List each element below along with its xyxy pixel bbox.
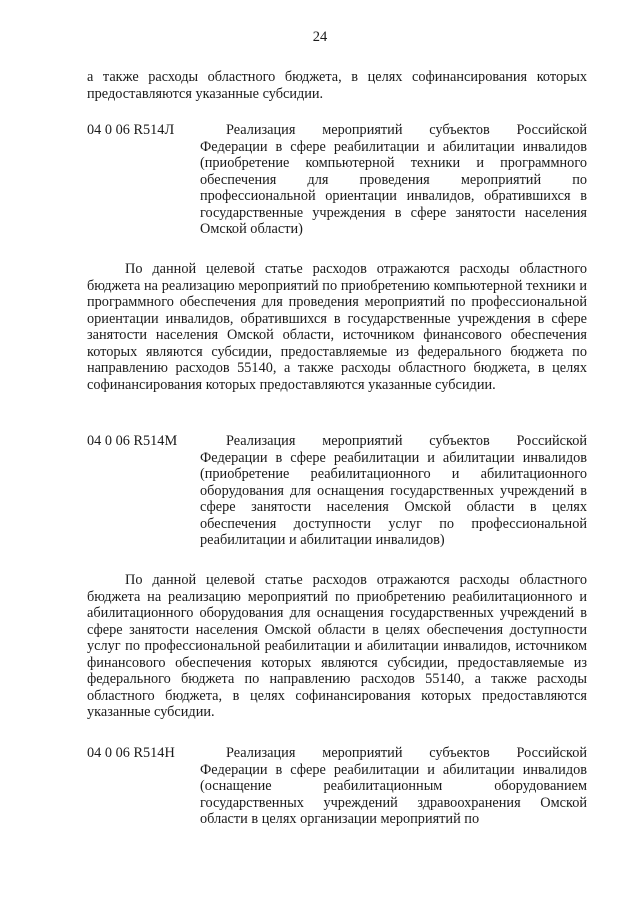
- page-number: 24: [312, 29, 328, 45]
- budget-code: 04 0 06 R514Н: [87, 745, 175, 761]
- paragraph-explanation-1: По данной целевой статье расходов отражаются расходы областного бюджета на реализацию мероприятий по приобретению компьютерной техники и программного обеспечения для проведения мероприятий по профессиональной ориентации инвалидов, обратившихся в государственные учреждения в сфере занятости населения Омской области, источником финансового обеспечения которых являются субсидии, предоставляемые из федерального бюджета по направлению расходов 55140, а также расходы областного бюджета, в целях софинансирования которых предоставляются указанные субсидии.: [87, 261, 587, 393]
- paragraph-continuation: а также расходы областного бюджета, в целях софинансирования которых предоставляются указанные субсидии.: [87, 69, 587, 102]
- budget-description: [200, 122, 587, 238]
- paragraph-explanation-2: По данной целевой статье расходов отражаются расходы областного бюджета на реализацию мероприятий по приобретению реабилитационного и абилитационного оборудования для оснащения государственных учреждений в сфере занятости населения Омской области в целях обеспечения доступности услуг по профессиональной реабилитации и абилитации инвалидов, источником финансового обеспечения которых являются субсидии, предоставляемые из федерального бюджета по направлению расходов 55140, а также расходы областного бюджета, в целях софинансирования которых предоставляются указанные субсидии.: [87, 572, 587, 720]
- budget-description: [200, 433, 587, 549]
- budget-code: 04 0 06 R514Л: [87, 122, 175, 138]
- budget-description-text: Реализация мероприятий субъектов Российской Федерации в сфере реабилитации и абилитации инвалидов (приобретение компьютерной техники и программного обеспечения для проведения мероприятий по профессиональной ориентации инвалидов, обратившихся в государственные учреждения в сфере занятости населения Омской области): [200, 122, 587, 237]
- budget-description: [200, 745, 587, 828]
- budget-description-text: Реализация мероприятий субъектов Российской Федерации в сфере реабилитации и абилитации инвалидов (приобретение реабилитационного и абилитационного оборудования для оснащения государственных учреждений в сфере занятости населения Омской области в целях обеспечения доступности услуг по профессиональной реабилитации и абилитации инвалидов): [200, 433, 587, 548]
- budget-description-text: Реализация мероприятий субъектов Российской Федерации в сфере реабилитации и абилитации инвалидов (оснащение реабилитационным оборудованием государственных учреждений здравоохранения Омской области в целях организации мероприятий по: [200, 745, 587, 827]
- budget-code: 04 0 06 R514М: [87, 433, 178, 449]
